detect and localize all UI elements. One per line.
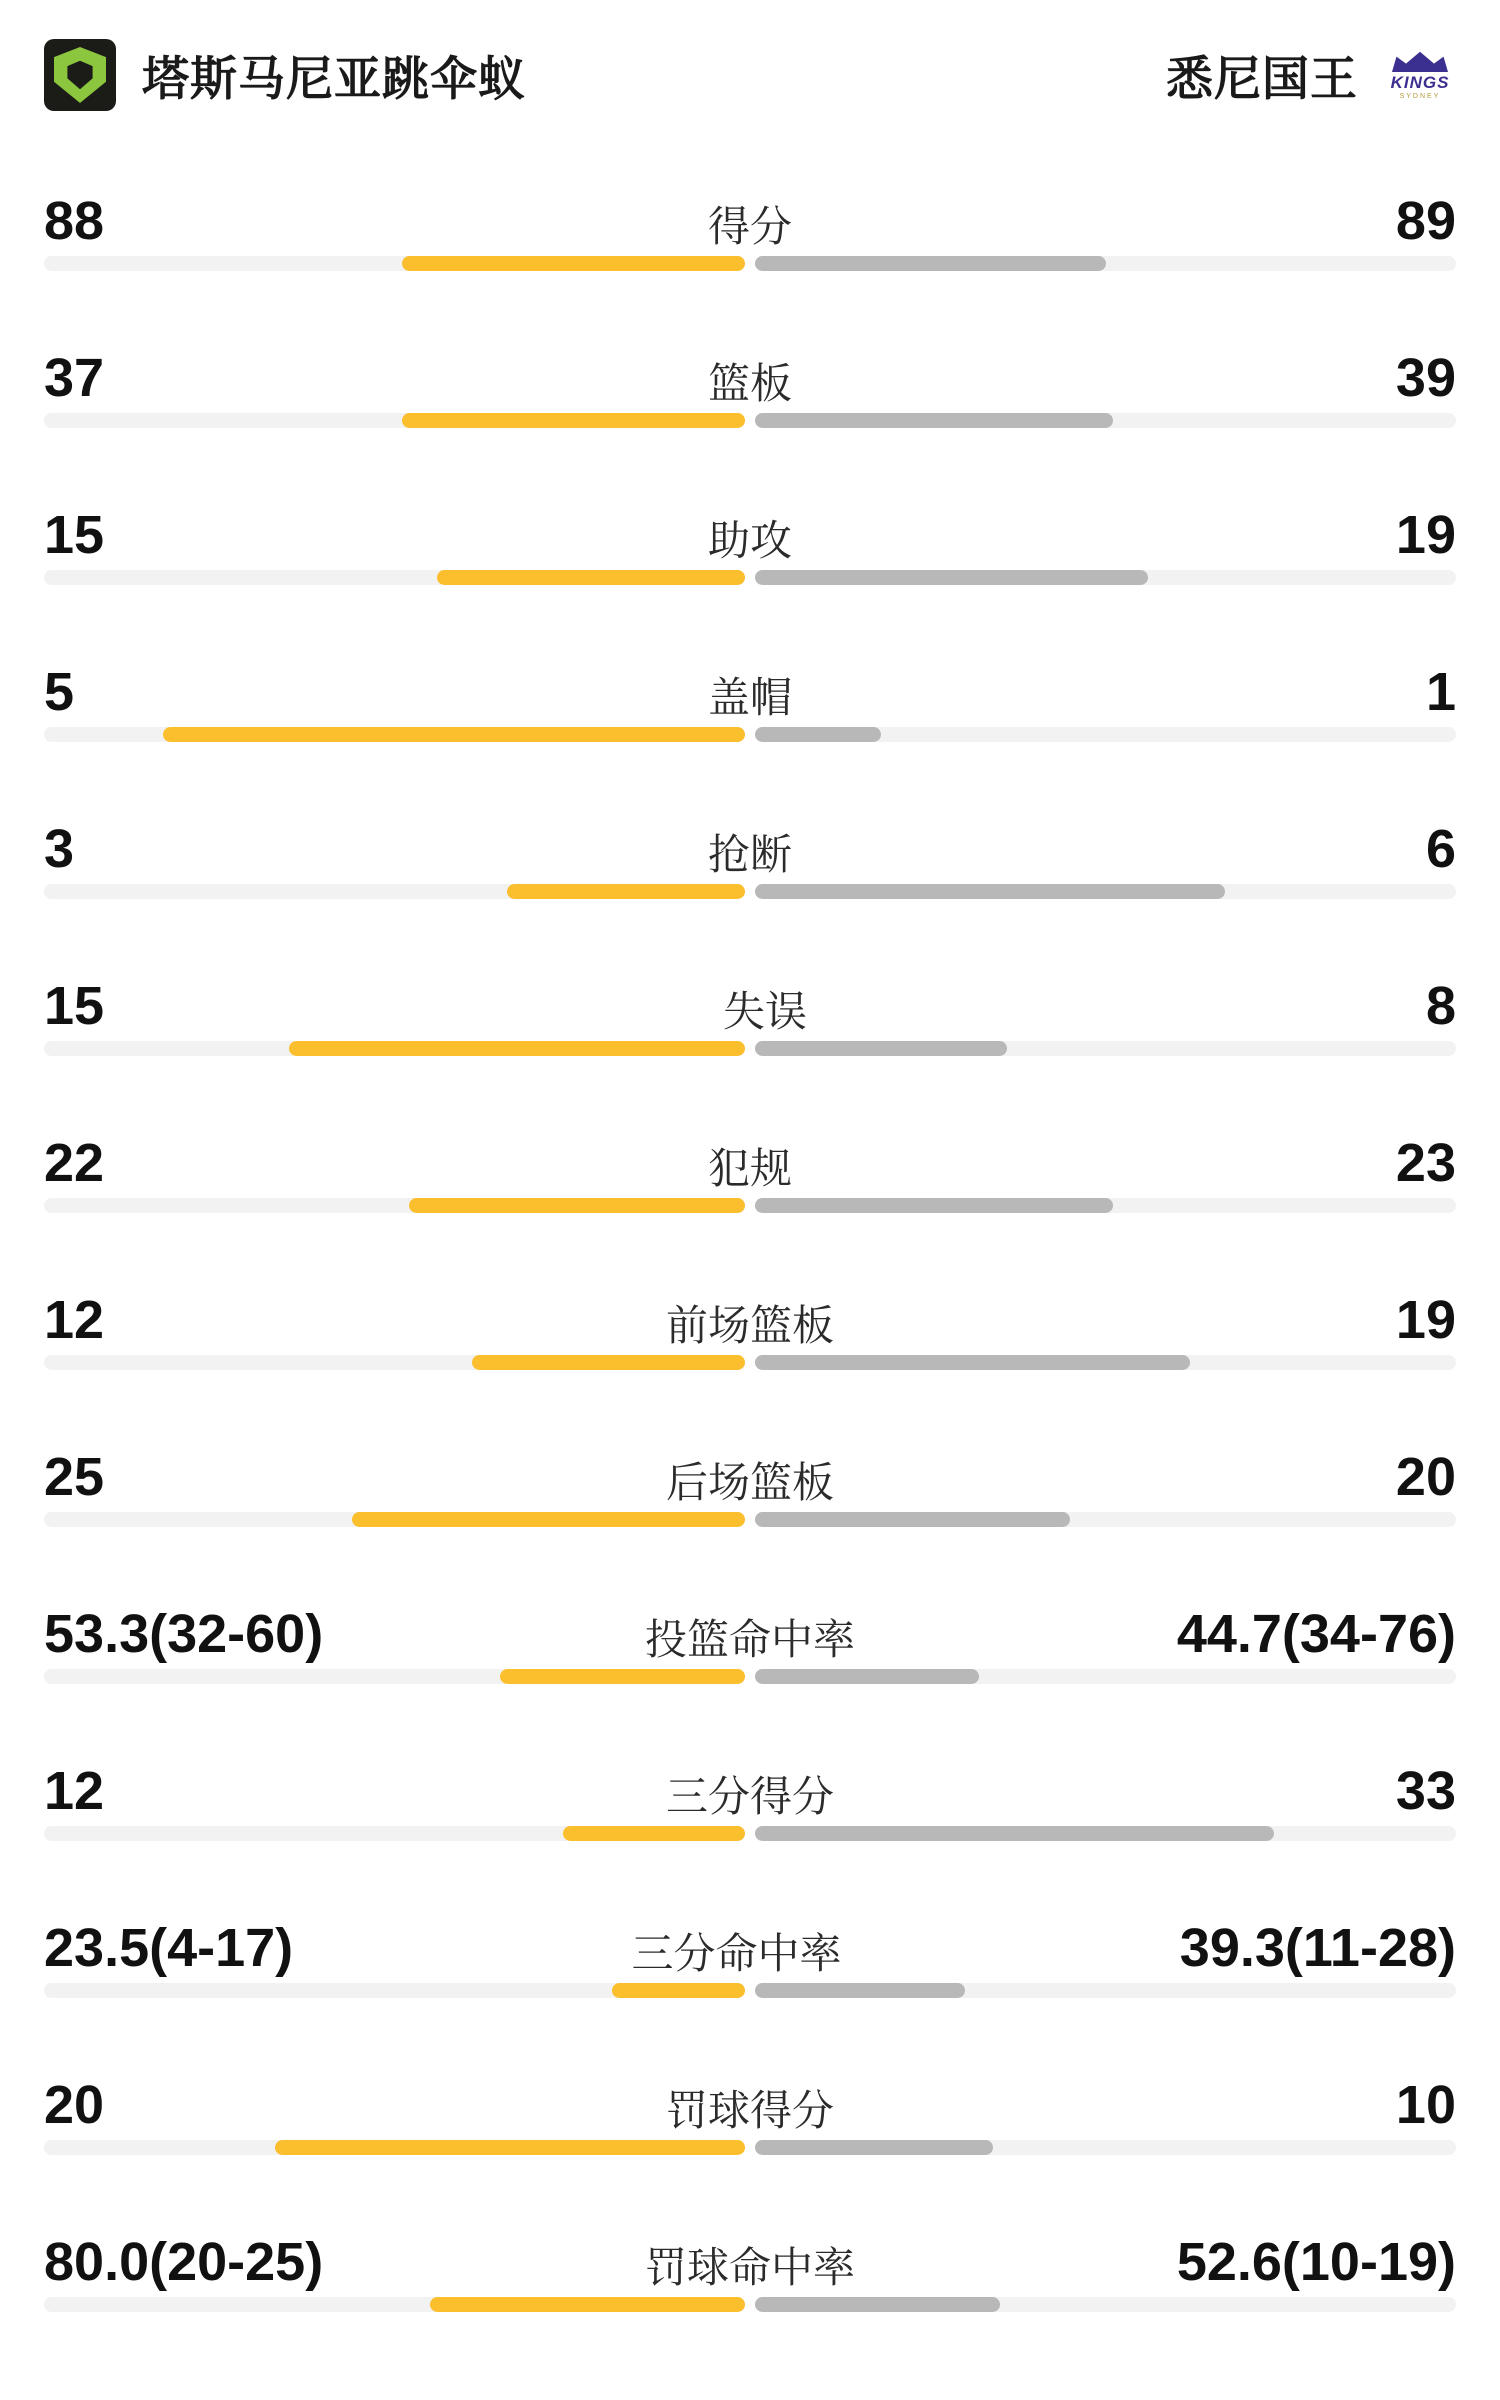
home-bar-fill — [430, 2297, 745, 2312]
home-bar-track — [44, 2297, 745, 2312]
home-bar-fill — [563, 1826, 745, 1841]
home-bar-track — [44, 1198, 745, 1213]
away-bar-track — [755, 1355, 1456, 1370]
away-stat-value: 20 — [1395, 1447, 1456, 1507]
stat-row — [44, 631, 1456, 788]
stat-label: 失误 — [723, 988, 808, 1035]
stat-row-bars — [44, 1194, 1456, 1216]
away-bar-track — [755, 1041, 1456, 1056]
home-bar-fill — [612, 1983, 745, 1998]
stat-row-values — [44, 1416, 1456, 1508]
away-bar-fill — [755, 2297, 1000, 2312]
away-bar-track — [755, 2297, 1456, 2312]
stat-label: 三分得分 — [665, 1773, 834, 1820]
stat-label: 罚球命中率 — [644, 2244, 855, 2291]
away-bar-fill — [755, 727, 881, 742]
home-stat-value: 25 — [44, 1447, 105, 1507]
home-bar-track — [44, 413, 745, 428]
stat-row-values — [44, 631, 1456, 723]
home-bar-track — [44, 1355, 745, 1370]
home-stat-value: 15 — [44, 976, 105, 1036]
stat-label: 篮板 — [707, 360, 792, 407]
home-stat-value: 20 — [44, 2075, 105, 2135]
stat-row-values — [44, 160, 1456, 252]
stat-row — [44, 317, 1456, 474]
away-stat-value: 1 — [1425, 662, 1456, 722]
home-stat-value: 22 — [44, 1133, 105, 1193]
away-stat-value: 44.7(34-76) — [1176, 1604, 1456, 1664]
home-stat-value: 12 — [44, 1290, 105, 1350]
home-bar-track — [44, 570, 745, 585]
away-bar-track — [755, 2140, 1456, 2155]
stat-row — [44, 1259, 1456, 1416]
away-stat-value: 6 — [1425, 819, 1456, 879]
stat-row — [44, 2201, 1456, 2358]
home-bar-fill — [500, 1669, 745, 1684]
home-team — [44, 39, 526, 111]
home-stat-value: 23.5(4-17) — [44, 1918, 294, 1978]
stat-row — [44, 1887, 1456, 2044]
stat-row-bars — [44, 2136, 1456, 2158]
home-stat-value: 53.3(32-60) — [44, 1604, 324, 1664]
home-team-name: 塔斯马尼亚跳伞蚁 — [142, 51, 526, 105]
home-bar-track — [44, 884, 745, 899]
stat-row — [44, 945, 1456, 1102]
away-bar-fill — [755, 884, 1225, 899]
away-bar-fill — [755, 413, 1113, 428]
stat-label: 三分命中率 — [631, 1930, 842, 1977]
away-stat-value: 52.6(10-19) — [1176, 2232, 1456, 2292]
stat-label: 犯规 — [707, 1145, 792, 1192]
home-bar-fill — [507, 884, 745, 899]
home-bar-fill — [352, 1512, 745, 1527]
away-bar-track — [755, 256, 1456, 271]
away-bar-fill — [755, 1041, 1007, 1056]
home-stat-value: 15 — [44, 505, 105, 565]
stat-row-values — [44, 1102, 1456, 1194]
stat-row-values — [44, 2201, 1456, 2293]
home-bar-track — [44, 727, 745, 742]
stat-row-bars — [44, 1665, 1456, 1687]
home-bar-fill — [409, 1198, 745, 1213]
home-bar-track — [44, 1669, 745, 1684]
stat-row — [44, 474, 1456, 631]
home-stat-value: 12 — [44, 1761, 105, 1821]
home-stat-value: 80.0(20-25) — [44, 2232, 324, 2292]
stat-row-bars — [44, 1979, 1456, 2001]
stat-row-values — [44, 1573, 1456, 1665]
home-bar-track — [44, 1512, 745, 1527]
stat-row-bars — [44, 723, 1456, 745]
stat-row-values — [44, 945, 1456, 1037]
stat-row-bars — [44, 409, 1456, 431]
away-bar-track — [755, 570, 1456, 585]
home-stat-value: 5 — [44, 662, 75, 722]
away-bar-fill — [755, 1826, 1274, 1841]
stat-label: 得分 — [707, 203, 792, 250]
away-stat-value: 19 — [1395, 505, 1456, 565]
stat-label: 助攻 — [707, 517, 792, 564]
stat-row-values — [44, 1887, 1456, 1979]
stat-row-bars — [44, 2293, 1456, 2315]
away-bar-track — [755, 1512, 1456, 1527]
stat-list — [44, 160, 1456, 2358]
home-bar-fill — [472, 1355, 745, 1370]
home-stat-value: 37 — [44, 348, 105, 408]
stat-label: 抢断 — [707, 831, 792, 878]
stat-row-bars — [44, 1508, 1456, 1530]
stat-label: 后场篮板 — [665, 1459, 834, 1506]
home-bar-fill — [275, 2140, 745, 2155]
home-bar-track — [44, 1983, 745, 1998]
away-stat-value: 39.3(11-28) — [1179, 1918, 1456, 1978]
away-bar-fill — [755, 256, 1106, 271]
away-bar-fill — [755, 1983, 965, 1998]
away-bar-track — [755, 1826, 1456, 1841]
stat-row — [44, 1102, 1456, 1259]
stat-row-bars — [44, 1822, 1456, 1844]
away-stat-value: 19 — [1395, 1290, 1456, 1350]
away-logo-text: KINGS — [1390, 73, 1450, 92]
home-bar-fill — [437, 570, 745, 585]
stat-row — [44, 160, 1456, 317]
away-team-name: 悉尼国王 — [1166, 51, 1358, 105]
stat-row — [44, 1573, 1456, 1730]
stat-label: 盖帽 — [707, 674, 792, 721]
away-bar-fill — [755, 2140, 993, 2155]
away-stat-value: 23 — [1395, 1133, 1456, 1193]
away-bar-track — [755, 413, 1456, 428]
home-bar-fill — [163, 727, 745, 742]
away-stat-value: 8 — [1425, 976, 1456, 1036]
away-bar-track — [755, 1198, 1456, 1213]
stat-row — [44, 2044, 1456, 2201]
stat-label: 罚球得分 — [665, 2087, 834, 2134]
stat-row — [44, 1416, 1456, 1573]
stat-row-values — [44, 1730, 1456, 1822]
away-bar-track — [755, 884, 1456, 899]
away-bar-track — [755, 1669, 1456, 1684]
home-stat-value: 88 — [44, 191, 105, 251]
stat-row-values — [44, 2044, 1456, 2136]
home-bar-fill — [402, 256, 745, 271]
home-bar-track — [44, 1041, 745, 1056]
jackjumpers-shield-icon — [44, 39, 116, 111]
away-bar-fill — [755, 1669, 979, 1684]
stat-row-bars — [44, 566, 1456, 588]
stat-row — [44, 1730, 1456, 1887]
stat-label: 前场篮板 — [665, 1302, 834, 1349]
stat-row-values — [44, 1259, 1456, 1351]
away-logo-subtext: SYDNEY — [1399, 93, 1441, 100]
home-bar-track — [44, 256, 745, 271]
away-bar-fill — [755, 1198, 1113, 1213]
stat-row-values — [44, 788, 1456, 880]
away-bar-track — [755, 1983, 1456, 1998]
home-bar-track — [44, 1826, 745, 1841]
stat-row-values — [44, 317, 1456, 409]
stat-row-bars — [44, 1037, 1456, 1059]
away-stat-value: 89 — [1395, 191, 1456, 251]
home-bar-fill — [402, 413, 745, 428]
away-team — [1166, 39, 1456, 111]
away-bar-fill — [755, 1512, 1070, 1527]
home-stat-value: 3 — [44, 819, 75, 879]
home-bar-track — [44, 2140, 745, 2155]
home-bar-fill — [289, 1041, 745, 1056]
stat-row-values — [44, 474, 1456, 566]
stat-row-bars — [44, 880, 1456, 902]
away-bar-track — [755, 727, 1456, 742]
header — [44, 0, 1456, 150]
stat-row-bars — [44, 252, 1456, 274]
away-stat-value: 33 — [1395, 1761, 1456, 1821]
away-stat-value: 10 — [1395, 2075, 1456, 2135]
stat-label: 投篮命中率 — [644, 1616, 855, 1663]
stat-row — [44, 788, 1456, 945]
away-bar-fill — [755, 570, 1148, 585]
away-bar-fill — [755, 1355, 1190, 1370]
away-stat-value: 39 — [1395, 348, 1456, 408]
sydney-kings-crown-icon — [1384, 39, 1456, 111]
stat-row-bars — [44, 1351, 1456, 1373]
